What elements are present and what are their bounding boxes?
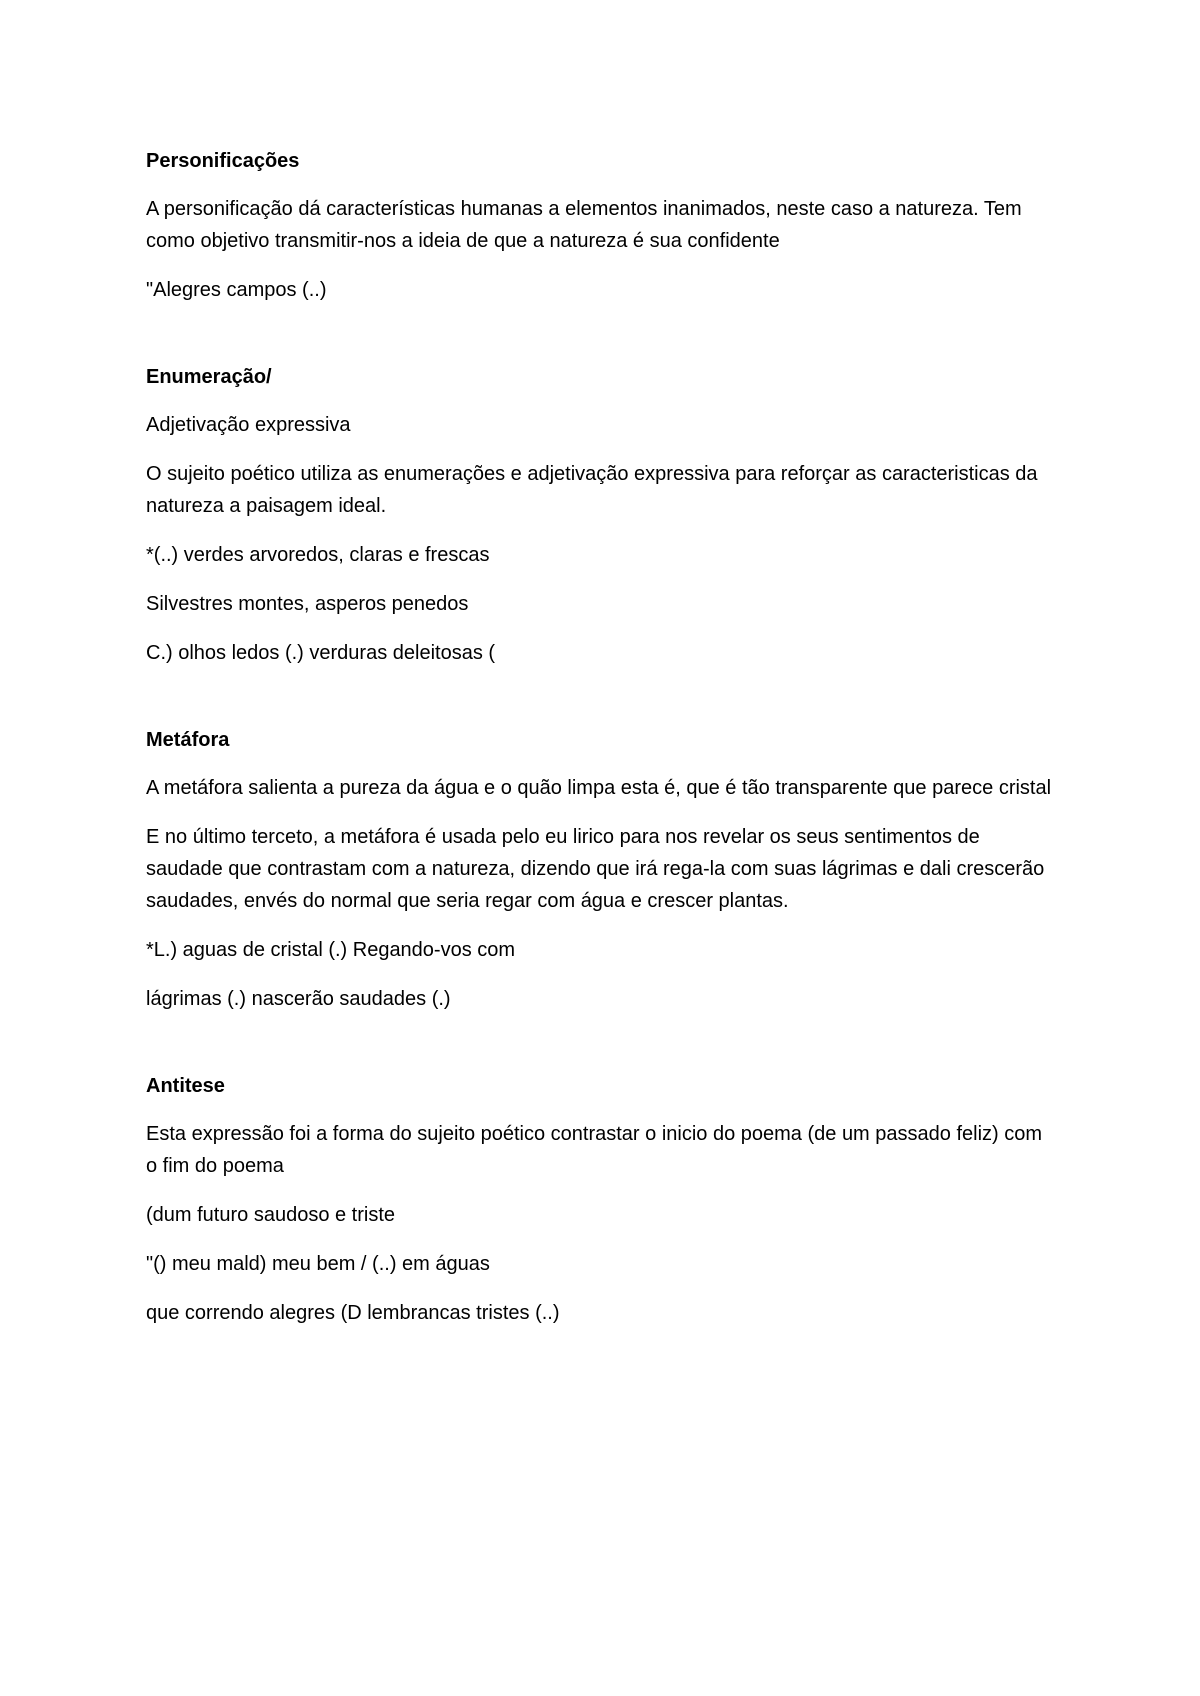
quote-line: "Alegres campos (..): [146, 279, 327, 301]
quote-line: *(..) verdes arvoredos, claras e frescas: [146, 544, 490, 566]
quote-line: Silvestres montes, asperos penedos: [146, 593, 469, 615]
paragraph: A personificação dá características humanas a elementos inanimados, neste caso a natureza. Tem como objetivo transmitir-nos a ideia de que a natureza é sua confidente: [146, 198, 1022, 252]
section-antitese: [146, 1071, 1056, 1329]
paragraph: A metáfora salienta a pureza da água e o quão limpa esta é, que é tão transparente que parece cristal: [146, 777, 1052, 799]
quote-line: *L.) aguas de cristal (.) Regando-vos com: [146, 939, 516, 961]
paragraph: Adjetivação expressiva: [146, 414, 351, 436]
section-heading: Antitese: [146, 1075, 225, 1097]
quote-line: C.) olhos ledos (.) verduras deleitosas (: [146, 642, 496, 664]
section-heading: Metáfora: [146, 729, 230, 751]
quote-line: lágrimas (.) nascerão saudades (.): [146, 988, 451, 1010]
paragraph: Esta expressão foi a forma do sujeito poético contrastar o inicio do poema (de um passado feliz) com o fim do poema: [146, 1123, 1043, 1177]
section-enumeracao: [146, 362, 1056, 669]
quote-line: que correndo alegres (D lembrancas tristes (..): [146, 1302, 560, 1324]
section-personificacoes: [146, 146, 1056, 306]
document-content: [146, 146, 1056, 1385]
paragraph: E no último terceto, a metáfora é usada pelo eu lirico para nos revelar os seus sentimentos de saudade que contrastam com a natureza, dizendo que irá rega-la com suas lágrimas e dali crescerão saudades, envés do normal que seria regar com água e crescer plantas.: [146, 826, 1045, 912]
section-heading: Enumeração/: [146, 366, 272, 388]
section-heading: Personificações: [146, 150, 300, 172]
paragraph: O sujeito poético utiliza as enumerações e adjetivação expressiva para reforçar as caracteristicas da natureza a paisagem ideal.: [146, 463, 1038, 517]
quote-line: "() meu mald) meu bem / (..) em águas: [146, 1253, 490, 1275]
paragraph: (dum futuro saudoso e triste: [146, 1204, 396, 1226]
section-metafora: [146, 725, 1056, 1015]
